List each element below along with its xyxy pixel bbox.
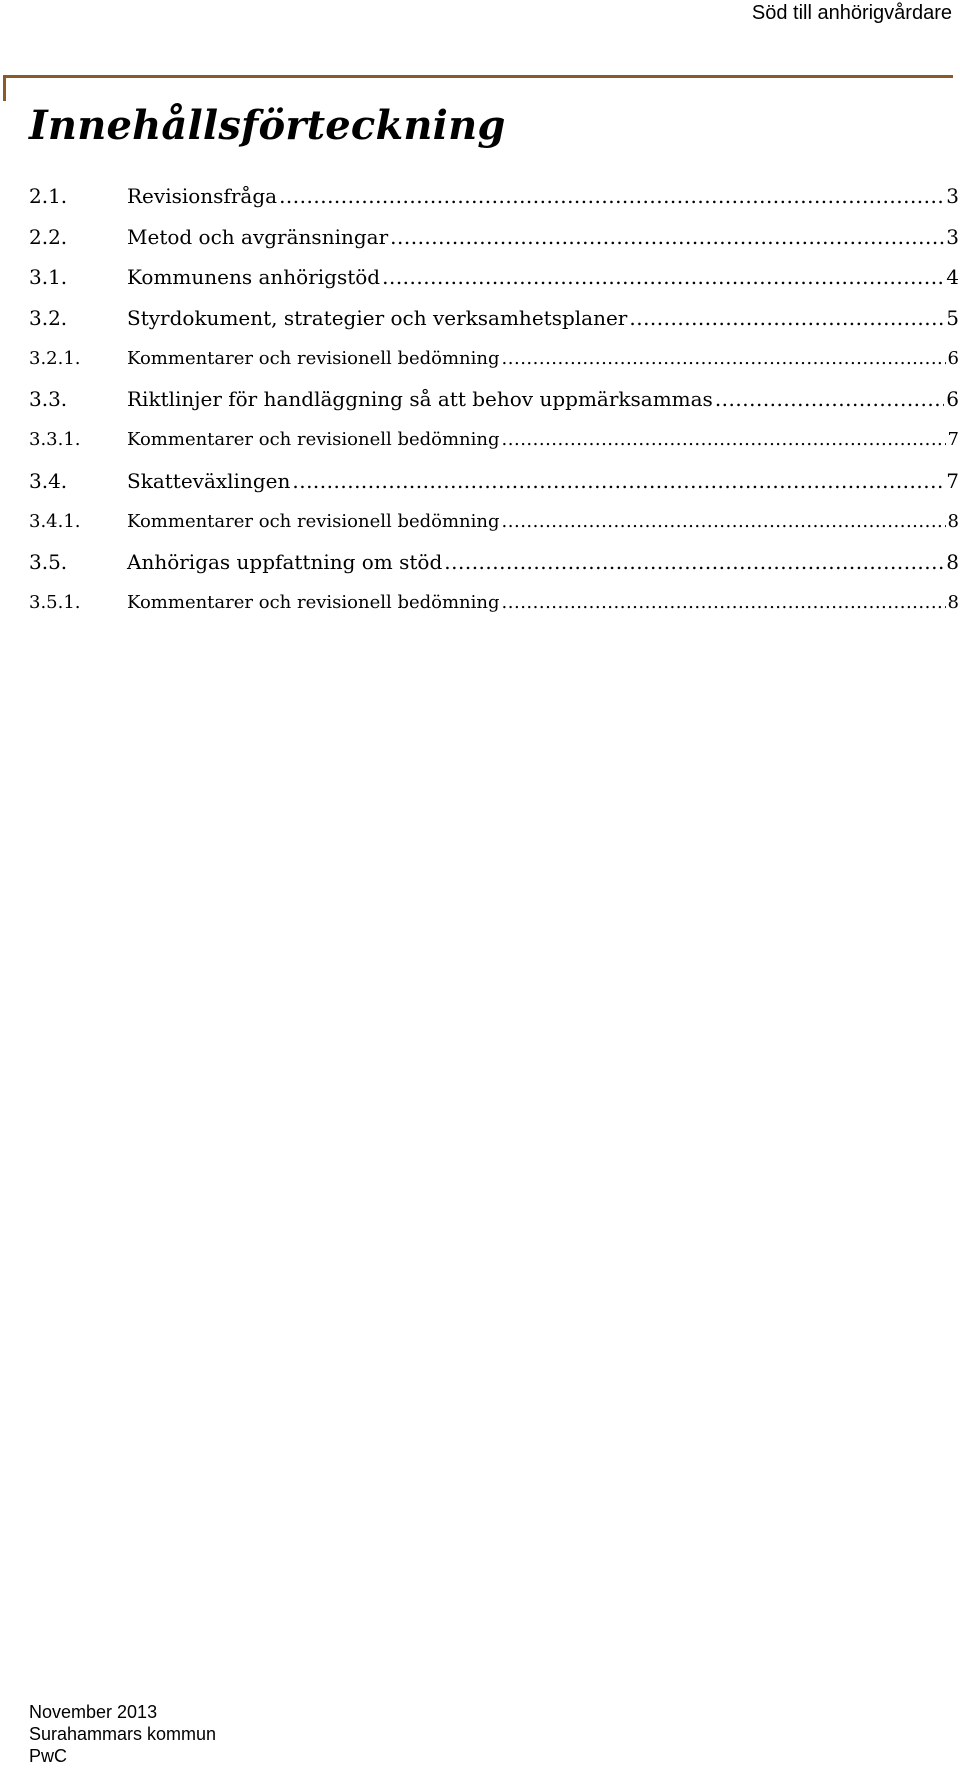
footer-organization: Surahammars kommun	[29, 1724, 217, 1744]
toc-dot-leader	[292, 461, 944, 502]
toc-dot-leader	[502, 583, 946, 624]
toc-entry[interactable]	[29, 542, 959, 583]
toc-entry[interactable]	[29, 583, 959, 624]
toc-entry[interactable]	[29, 461, 959, 502]
toc-entry-label: Kommentarer och revisionell bedömning	[127, 591, 500, 613]
toc-entry-page: 6	[946, 387, 959, 412]
toc-entry[interactable]	[29, 339, 959, 380]
toc-entry-label: Kommentarer och revisionell bedömning	[127, 347, 500, 369]
toc-entry-label: Kommentarer och revisionell bedömning	[127, 510, 500, 532]
toc-entry-label: Metod och avgränsningar	[127, 224, 389, 249]
toc-entry-page: 3	[946, 224, 959, 249]
toc-entry-number: 3.5.	[29, 550, 68, 575]
table-of-contents	[29, 176, 959, 624]
toc-entry-page: 7	[947, 429, 959, 451]
toc-entry-page: 3	[946, 184, 959, 208]
toc-entry-number: 3.2.1.	[29, 347, 81, 369]
toc-entry[interactable]	[29, 217, 959, 258]
toc-entry-number: 3.1.	[29, 265, 68, 290]
toc-dot-leader	[444, 542, 944, 583]
toc-entry[interactable]	[29, 502, 959, 543]
toc-entry-page: 8	[946, 550, 959, 575]
toc-entry-number: 3.4.1.	[29, 510, 81, 532]
toc-dot-leader	[502, 420, 946, 461]
toc-dot-leader	[502, 502, 946, 543]
toc-entry[interactable]	[29, 298, 959, 339]
toc-entry-page: 6	[947, 347, 959, 369]
toc-entry-number: 3.3.	[29, 387, 68, 412]
toc-dot-leader	[390, 217, 944, 258]
header-rule	[3, 75, 953, 78]
toc-dot-leader	[279, 176, 944, 217]
toc-entry-label: Riktlinjer för handläggning så att behov uppmärksammas	[127, 387, 713, 412]
toc-entry-page: 7	[946, 468, 959, 493]
toc-entry-label: Kommunens anhörigstöd	[127, 265, 381, 290]
toc-entry-number: 3.3.1.	[29, 429, 81, 451]
toc-entry-page: 8	[947, 591, 959, 613]
toc-entry[interactable]	[29, 176, 959, 217]
toc-entry-number: 3.4.	[29, 468, 68, 493]
footer-date: November 2013	[29, 1702, 158, 1722]
toc-entry-page: 4	[946, 265, 959, 290]
footer-company: PwC	[29, 1746, 68, 1766]
toc-dot-leader	[502, 339, 946, 380]
page-footer	[29, 1701, 216, 1767]
toc-title: Innehållsförteckning	[29, 102, 506, 149]
running-header: Söd till anhörigvårdare	[751, 2, 952, 24]
toc-entry-label: Anhörigas uppfattning om stöd	[127, 550, 443, 575]
toc-entry-label: Revisionsfråga	[127, 184, 278, 208]
toc-dot-leader	[629, 298, 944, 339]
toc-entry[interactable]	[29, 420, 959, 461]
toc-dot-leader	[715, 379, 944, 420]
toc-dot-leader	[382, 257, 944, 298]
toc-entry[interactable]	[29, 257, 959, 298]
toc-entry-page: 8	[947, 510, 959, 532]
toc-entry-number: 3.2.	[29, 306, 68, 331]
header-rule-corner	[3, 75, 6, 101]
toc-entry-label: Kommentarer och revisionell bedömning	[127, 429, 500, 451]
toc-entry-label: Styrdokument, strategier och verksamhetsplaner	[127, 306, 628, 331]
toc-entry-number: 2.2.	[29, 224, 68, 249]
toc-entry-number: 2.1.	[29, 184, 68, 208]
toc-entry[interactable]	[29, 379, 959, 420]
toc-entry-page: 5	[946, 306, 959, 331]
toc-entry-label: Skatteväxlingen	[127, 468, 291, 493]
toc-entry-number: 3.5.1.	[29, 591, 81, 613]
